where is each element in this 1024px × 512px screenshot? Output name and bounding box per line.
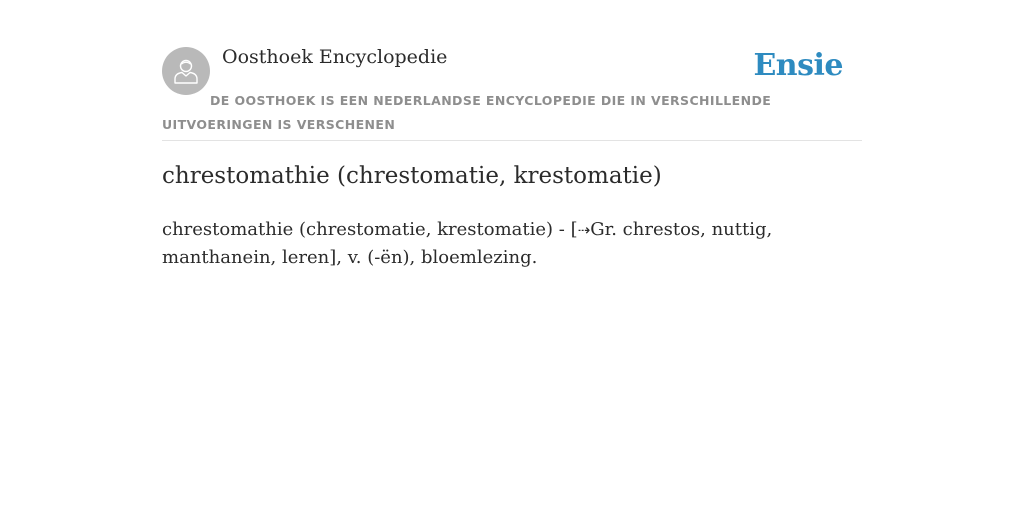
entry-body-prefix: chrestomathie (chrestomatie, krestomatie) - [	[162, 219, 578, 240]
page	[162, 0, 862, 268]
entry-body-suffix: Gr. chrestos, nuttig, manthanein, leren], v. (-ën), bloemlezing.	[162, 219, 773, 268]
source-description: DE OOSTHOEK IS EEN NEDERLANDSE ENCYCLOPEDIE DIE IN VERSCHILLENDE UITVOERINGEN IS VERSCHENEN	[162, 93, 772, 132]
avatar[interactable]	[162, 47, 210, 95]
entry-body	[162, 216, 862, 272]
source-title[interactable]: Oosthoek Encyclopedie	[222, 46, 448, 68]
user-icon	[171, 56, 201, 86]
reference-arrow-icon[interactable]: ⇢	[577, 221, 591, 239]
header	[162, 0, 862, 141]
entry-title: chrestomathie (chrestomatie, krestomatie)	[162, 163, 662, 189]
brand-logo-link[interactable]: Ensie	[753, 48, 843, 83]
